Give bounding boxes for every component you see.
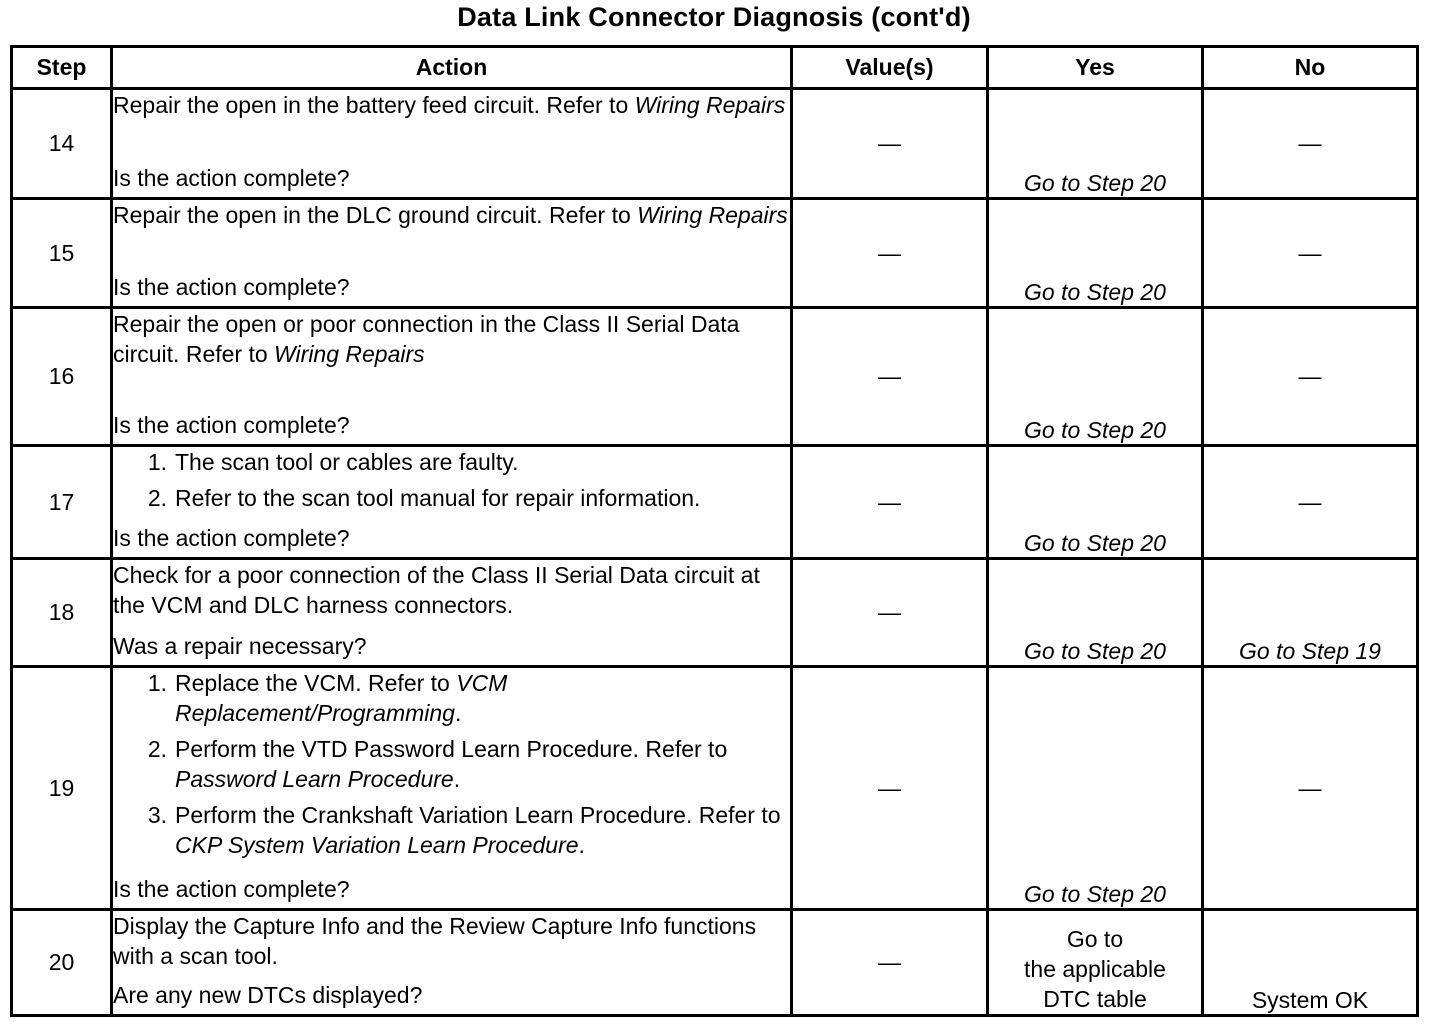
action-text: Check for a poor connection of the Class II Serial Data circuit at the VCM and DLC harness connectors. <box>113 562 760 618</box>
yes-result: Go to Step 20 <box>988 199 1203 308</box>
value-cell: — <box>792 910 988 1016</box>
action-cell <box>112 446 792 559</box>
header-step: Step <box>12 47 112 89</box>
step-number: 15 <box>12 199 112 308</box>
value-cell: — <box>792 559 988 667</box>
no-result: — <box>1203 89 1418 199</box>
list-item: 3. Perform the Crankshaft Variation Learn Procedure. Refer to CKP System Variation Learn Procedure. <box>147 802 781 858</box>
table-row <box>12 89 1418 199</box>
action-question: Is the action complete? <box>113 274 350 300</box>
action-list <box>113 447 790 513</box>
header-no: No <box>1203 47 1418 89</box>
action-cell <box>112 559 792 667</box>
value-cell: — <box>792 199 988 308</box>
value-cell: — <box>792 89 988 199</box>
reference-link: Wiring Repairs <box>274 341 425 367</box>
action-question: Was a repair necessary? <box>113 633 367 659</box>
page-title: Data Link Connector Diagnosis (cont'd) <box>457 2 971 32</box>
reference-link: CKP System Variation Learn Procedure <box>175 832 579 858</box>
header-row <box>12 47 1418 89</box>
no-result: — <box>1203 667 1418 910</box>
action-question: Is the action complete? <box>113 525 350 551</box>
header-action: Action <box>112 47 792 89</box>
action-cell <box>112 667 792 910</box>
no-result: — <box>1203 199 1418 308</box>
table-row <box>12 446 1418 559</box>
reference-link: Password Learn Procedure <box>175 766 454 792</box>
step-number: 14 <box>12 89 112 199</box>
table-row <box>12 559 1418 667</box>
yes-result: Go to Step 20 <box>988 559 1203 667</box>
no-result: — <box>1203 446 1418 559</box>
table-row <box>12 910 1418 1016</box>
step-number: 19 <box>12 667 112 910</box>
header-yes: Yes <box>988 47 1203 89</box>
no-result: — <box>1203 308 1418 446</box>
value-cell: — <box>792 308 988 446</box>
no-result: System OK <box>1203 910 1418 1016</box>
action-cell <box>112 199 792 308</box>
action-text: Repair the open or poor connection in the Class II Serial Data circuit. Refer to Wiring Repairs <box>113 311 740 367</box>
action-cell <box>112 89 792 199</box>
list-item: 2. Refer to the scan tool manual for repair information. <box>147 485 701 511</box>
value-cell: — <box>792 446 988 559</box>
action-cell <box>112 910 792 1016</box>
action-text: Repair the open in the battery feed circuit. Refer to Wiring Repairs <box>113 92 786 118</box>
table-row <box>12 308 1418 446</box>
reference-link: Wiring Repairs <box>634 92 786 118</box>
yes-result: Go to Step 20 <box>988 89 1203 199</box>
action-question: Is the action complete? <box>113 412 350 438</box>
action-question: Are any new DTCs displayed? <box>113 982 423 1008</box>
table-row <box>12 199 1418 308</box>
action-text: Repair the open in the DLC ground circuit. Refer to Wiring Repairs <box>113 202 788 228</box>
action-question: Is the action complete? <box>113 165 350 191</box>
yes-result: Go to the applicable DTC table <box>988 910 1203 1016</box>
table-row <box>12 667 1418 910</box>
action-question: Is the action complete? <box>113 876 350 902</box>
no-result: Go to Step 19 <box>1203 559 1418 667</box>
yes-result: Go to Step 20 <box>988 308 1203 446</box>
yes-result: Go to Step 20 <box>988 446 1203 559</box>
list-item: 1. Replace the VCM. Refer to VCM Replacement/Programming. <box>147 670 508 726</box>
step-number: 18 <box>12 559 112 667</box>
reference-link: Wiring Repairs <box>637 202 788 228</box>
value-cell: — <box>792 667 988 910</box>
step-number: 16 <box>12 308 112 446</box>
diagnosis-table <box>10 45 1419 1017</box>
reference-link: VCM Replacement/Programming <box>175 670 508 726</box>
step-number: 17 <box>12 446 112 559</box>
action-cell <box>112 308 792 446</box>
action-text: Display the Capture Info and the Review Capture Info functions with a scan tool. <box>113 913 757 969</box>
list-item: 1. The scan tool or cables are faulty. <box>147 449 519 475</box>
yes-result: Go to Step 20 <box>988 667 1203 910</box>
header-values: Value(s) <box>792 47 988 89</box>
list-item: 2. Perform the VTD Password Learn Procedure. Refer to Password Learn Procedure. <box>147 736 728 792</box>
action-list <box>113 668 790 860</box>
step-number: 20 <box>12 910 112 1016</box>
